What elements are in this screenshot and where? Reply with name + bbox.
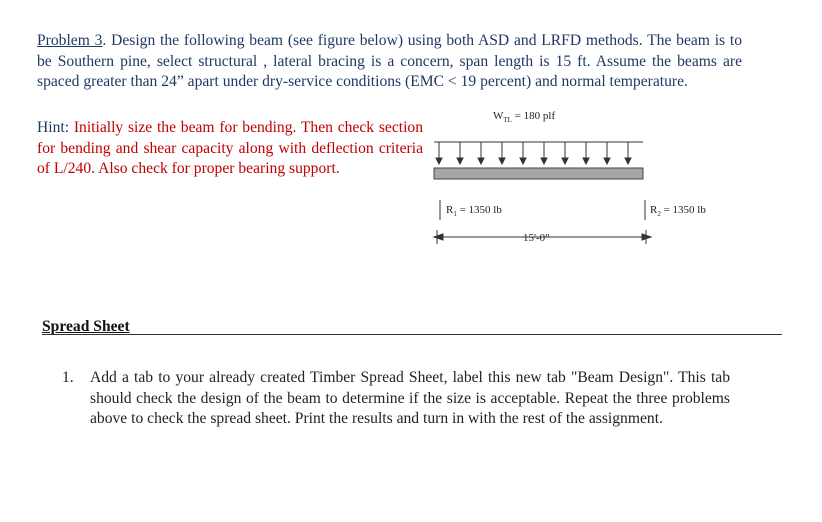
problem-label: Problem 3 xyxy=(37,32,103,49)
beam xyxy=(434,168,643,179)
load-arrow xyxy=(562,142,568,164)
load-arrow xyxy=(625,142,631,164)
heading-rule xyxy=(42,334,782,335)
task-number: 1. xyxy=(62,369,74,386)
load-arrow xyxy=(478,142,484,164)
load-arrow xyxy=(520,142,526,164)
span-label: 15'-0" xyxy=(523,232,550,244)
load-arrow xyxy=(436,142,442,164)
reaction-r2: $R_2 = 1350$ lb xyxy=(650,204,706,219)
load-arrow xyxy=(541,142,547,164)
hint-label: Hint: xyxy=(37,119,70,136)
hint-statement xyxy=(37,118,423,180)
load-arrow xyxy=(583,142,589,164)
dimension-arrow-left xyxy=(434,234,443,240)
distributed-load-arrows xyxy=(434,142,643,164)
problem-body: . Design the following beam (see figure below) using both ASD and LRFD methods. The beam is to be Southern pine, select structural , lateral bracing is a concern, span length is 15 ft. Assume the beams are spaced greater than 24” apart under dry-service conditions (EMC < 19 percent) and normal temperature. xyxy=(37,32,742,90)
task-text: Add a tab to your already created Timber Spread Sheet, label this new tab "Beam Design". This tab should check the design of the beam to determine if the size is acceptable. Repeat the three problems above to check the spread sheet. Print the results and turn in with the rest of the assignment. xyxy=(90,369,730,427)
reaction-r1: $R_1 = 1350$ lb xyxy=(446,204,502,219)
hint-body: Initially size the beam for bending. Then check section for bending and shear capacity along with deflection criteria of L/240. Also check for proper bearing support. xyxy=(37,119,423,177)
spread-sheet-heading: Spread Sheet xyxy=(42,318,130,335)
problem-statement xyxy=(37,31,742,93)
load-label: $W_{TL} = 180$ plf xyxy=(493,110,556,125)
load-arrow xyxy=(457,142,463,164)
load-arrow xyxy=(499,142,505,164)
load-arrow xyxy=(604,142,610,164)
